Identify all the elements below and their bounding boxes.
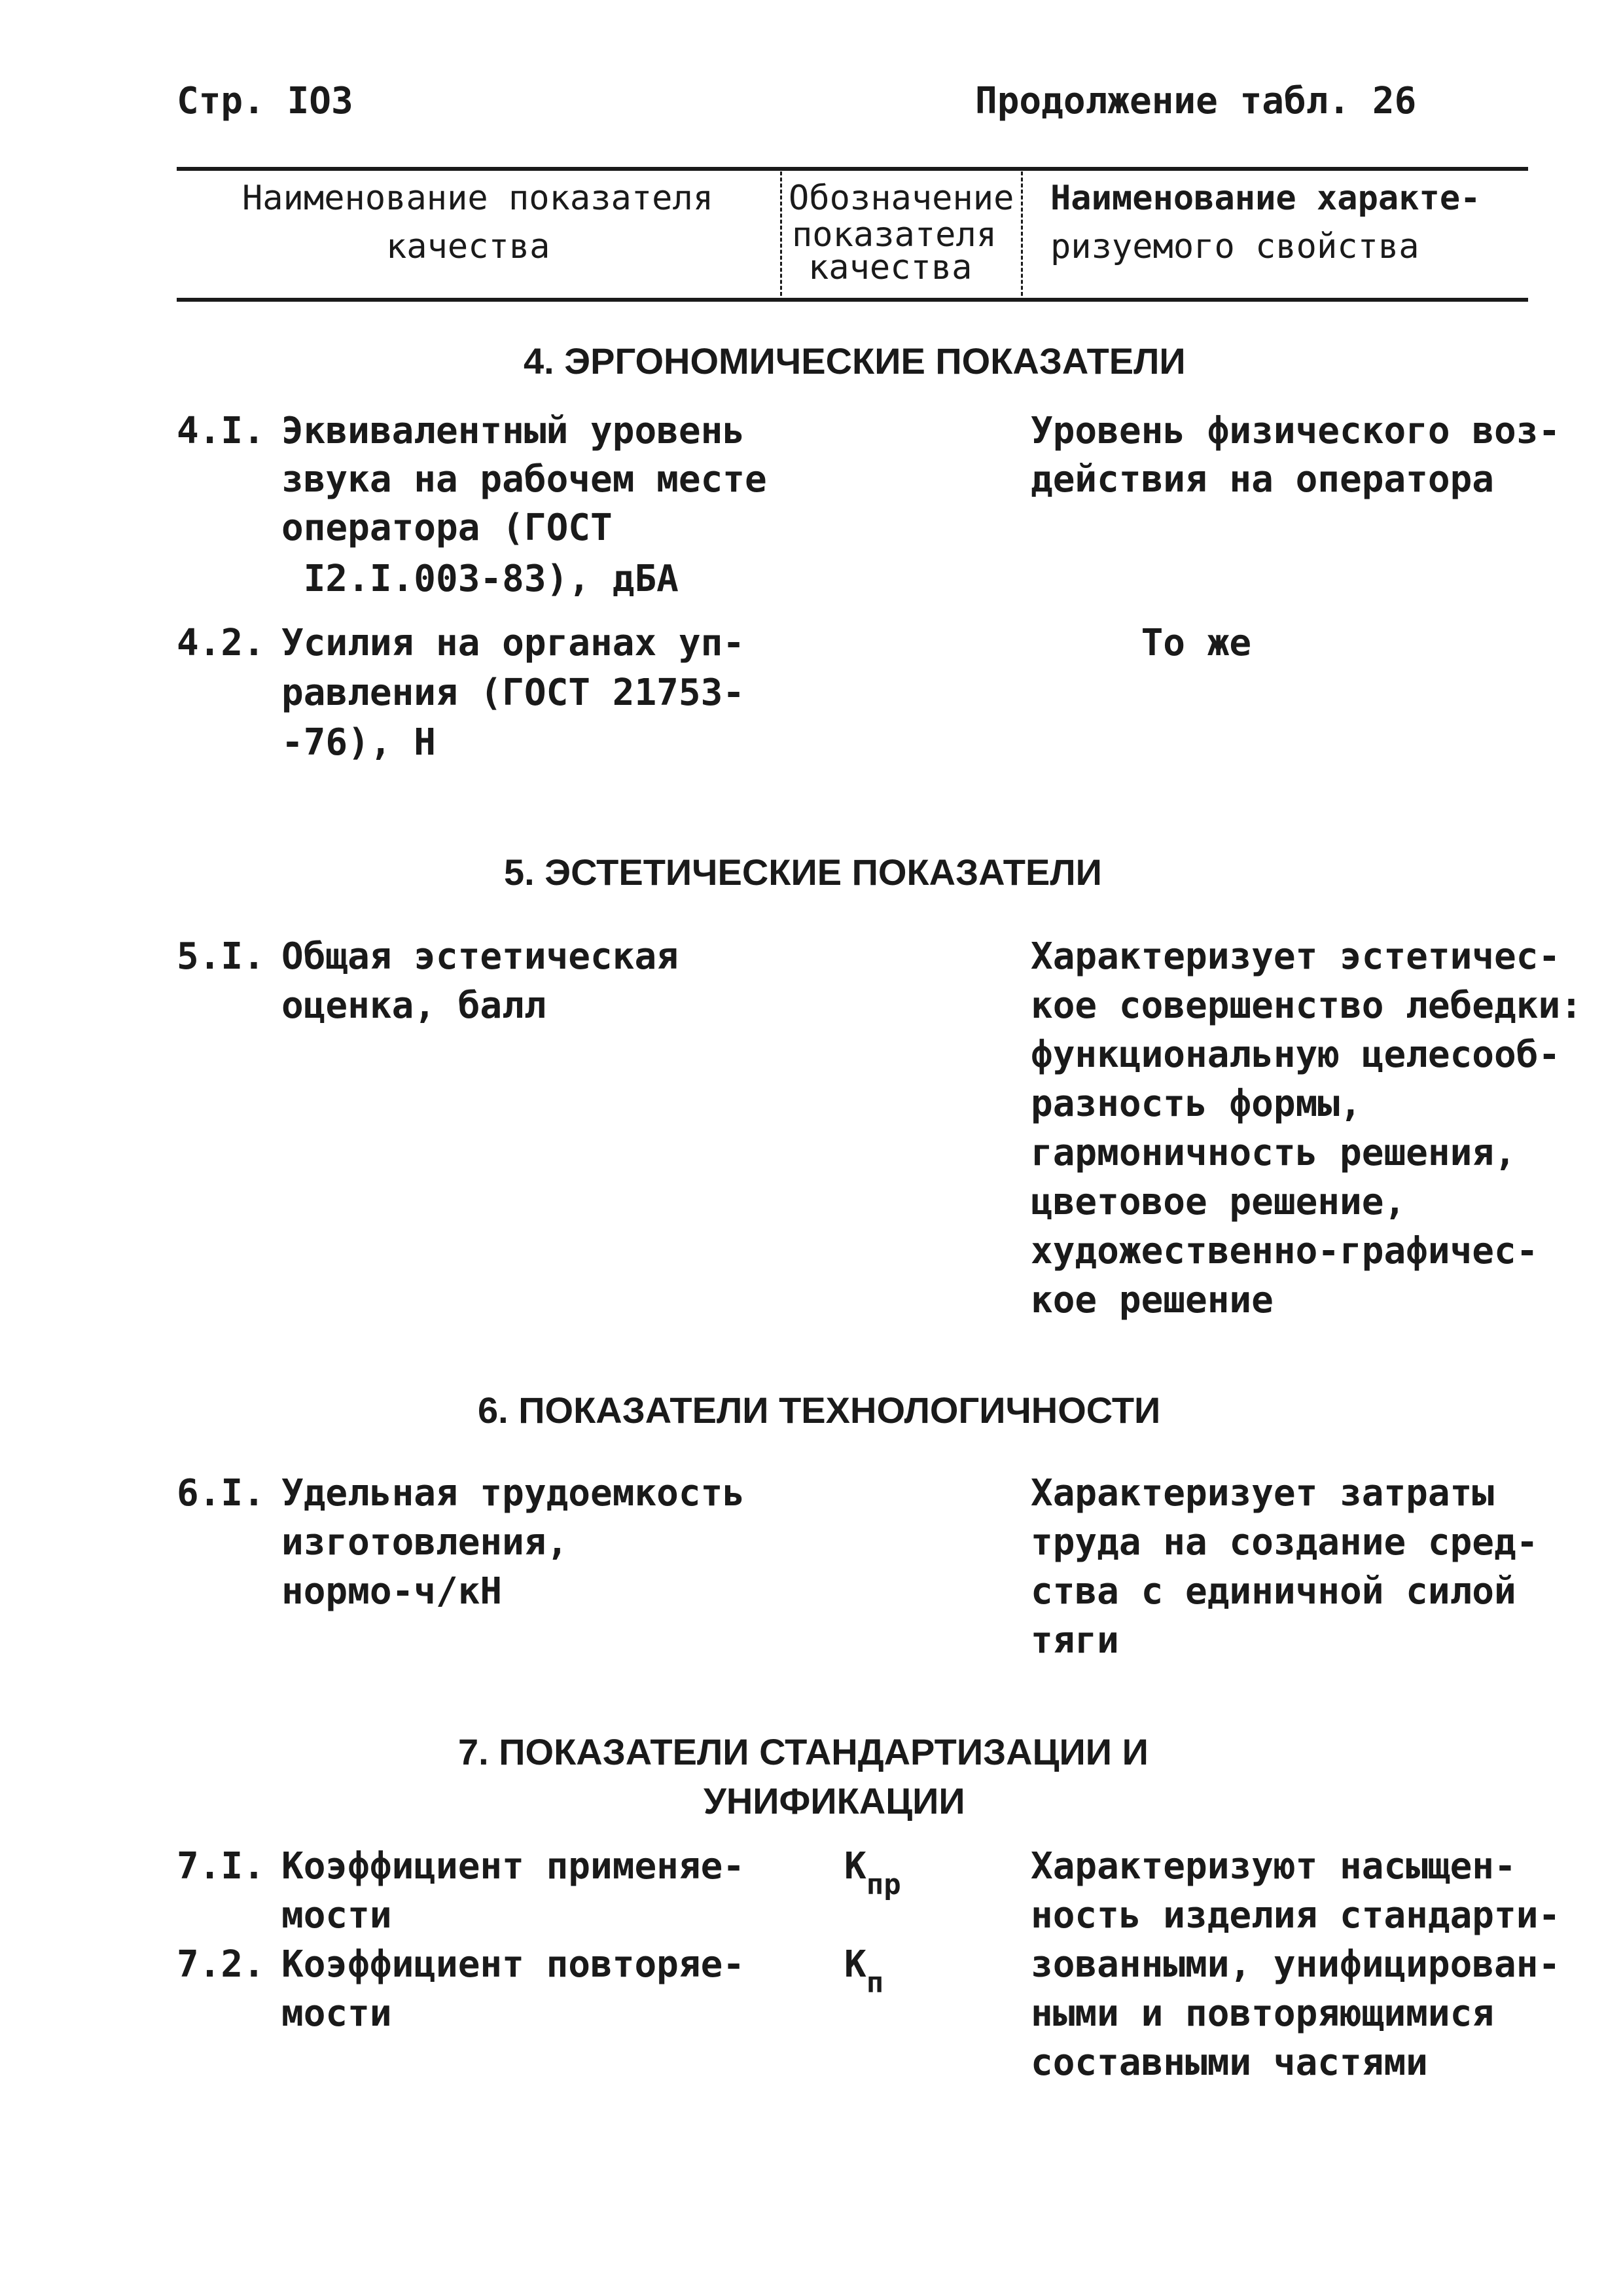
quality-indicator-name: -76), Н [281,721,437,764]
table-top-rule [177,167,1528,171]
section-title-7-line1: 7. ПОКАЗАТЕЛИ СТАНДАРТИЗАЦИИ И [458,1731,1149,1772]
quality-indicator-name: I2.I.003-83), дБА [281,558,679,600]
row-number: 5.I. [177,935,265,978]
property-description: труда на создание сред- [1031,1521,1539,1564]
header-col2-line2: показателя [792,215,997,255]
property-description: художественно-графичес- [1031,1230,1539,1272]
quality-indicator-name: Удельная трудоемкость [281,1472,745,1515]
header-separator-2 [1021,171,1023,296]
quality-indicator-name: оценка, балл [281,984,546,1027]
section-title-6: 6. ПОКАЗАТЕЛИ ТЕХНОЛОГИЧНОСТИ [478,1390,1161,1431]
quality-indicator-symbol: $К_{пр}$ [844,1845,901,1901]
property-description: кое совершенство лебедки: [1031,984,1582,1027]
quality-indicator-name: мости [281,1894,392,1937]
property-description: ность изделия стандарти- [1031,1894,1561,1937]
row-number: 7.I. [177,1845,265,1888]
row-number: 6.I. [177,1472,265,1515]
property-description: гармоничность решения, [1031,1132,1516,1174]
property-description: кое решение [1031,1279,1274,1321]
table-continuation-label: Продолжение табл. 26 [975,80,1417,122]
quality-indicator-symbol: $К_п$ [844,1943,884,2000]
row-number: 7.2. [177,1943,265,1986]
property-description: ства с единичной силой [1031,1570,1516,1613]
property-description: разность формы, [1031,1083,1362,1125]
quality-indicator-name: Эквивалентный уровень [281,410,745,452]
section-title-7-line2: УНИФИКАЦИИ [704,1780,965,1821]
quality-indicator-name: мости [281,1992,392,2035]
header-col2-line1: Обозначение [789,179,1014,218]
quality-indicator-name: Общая эстетическая [281,935,679,978]
page-number: Стр. IO3 [177,80,353,122]
property-description: Характеризует эстетичес- [1031,935,1561,978]
row-number: 4.2. [177,622,265,664]
section-title-5: 5. ЭСТЕТИЧЕСКИЕ ПОКАЗАТЕЛИ [504,852,1102,893]
quality-indicator-name: Усилия на органах уп- [281,622,745,664]
property-description: ными и повторяющимися [1031,1992,1495,2035]
property-description: зованными, унифицирован- [1031,1943,1561,1986]
quality-indicator-name: Коэффициент повторяе- [281,1943,745,1986]
header-col3-line2: ризуемого свойства [1050,227,1419,266]
table-header-bottom-rule [177,298,1528,302]
property-description: То же [1031,622,1252,664]
row-number: 4.I. [177,410,265,452]
property-description: Характеризует затраты [1031,1472,1495,1515]
property-description: действия на оператора [1031,458,1495,501]
header-separator-1 [780,171,782,296]
quality-indicator-name: звука на рабочем месте [281,458,767,501]
header-col1-line2: качества [386,227,550,266]
section-title-4: 4. ЭРГОНОМИЧЕСКИЕ ПОКАЗАТЕЛИ [524,340,1186,382]
header-col1-line1: Наименование показателя [242,179,714,218]
quality-indicator-name: нормо-ч/кН [281,1570,503,1613]
quality-indicator-name: равления (ГОСТ 21753- [281,672,745,714]
property-description: Уровень физического воз- [1031,410,1561,452]
header-col3-line1: Наименование характе- [1050,179,1481,218]
property-description: Характеризуют насыщен- [1031,1845,1516,1888]
quality-indicator-name: оператора (ГОСТ [281,507,613,549]
property-description: составными частями [1031,2041,1428,2084]
property-description: цветовое решение, [1031,1181,1406,1223]
property-description: тяги [1031,1619,1119,1662]
property-description: функциональную целесооб- [1031,1033,1561,1076]
quality-indicator-name: изготовления, [281,1521,569,1564]
header-col2-line3: качества [808,248,972,287]
quality-indicator-name: Коэффициент применяе- [281,1845,745,1888]
